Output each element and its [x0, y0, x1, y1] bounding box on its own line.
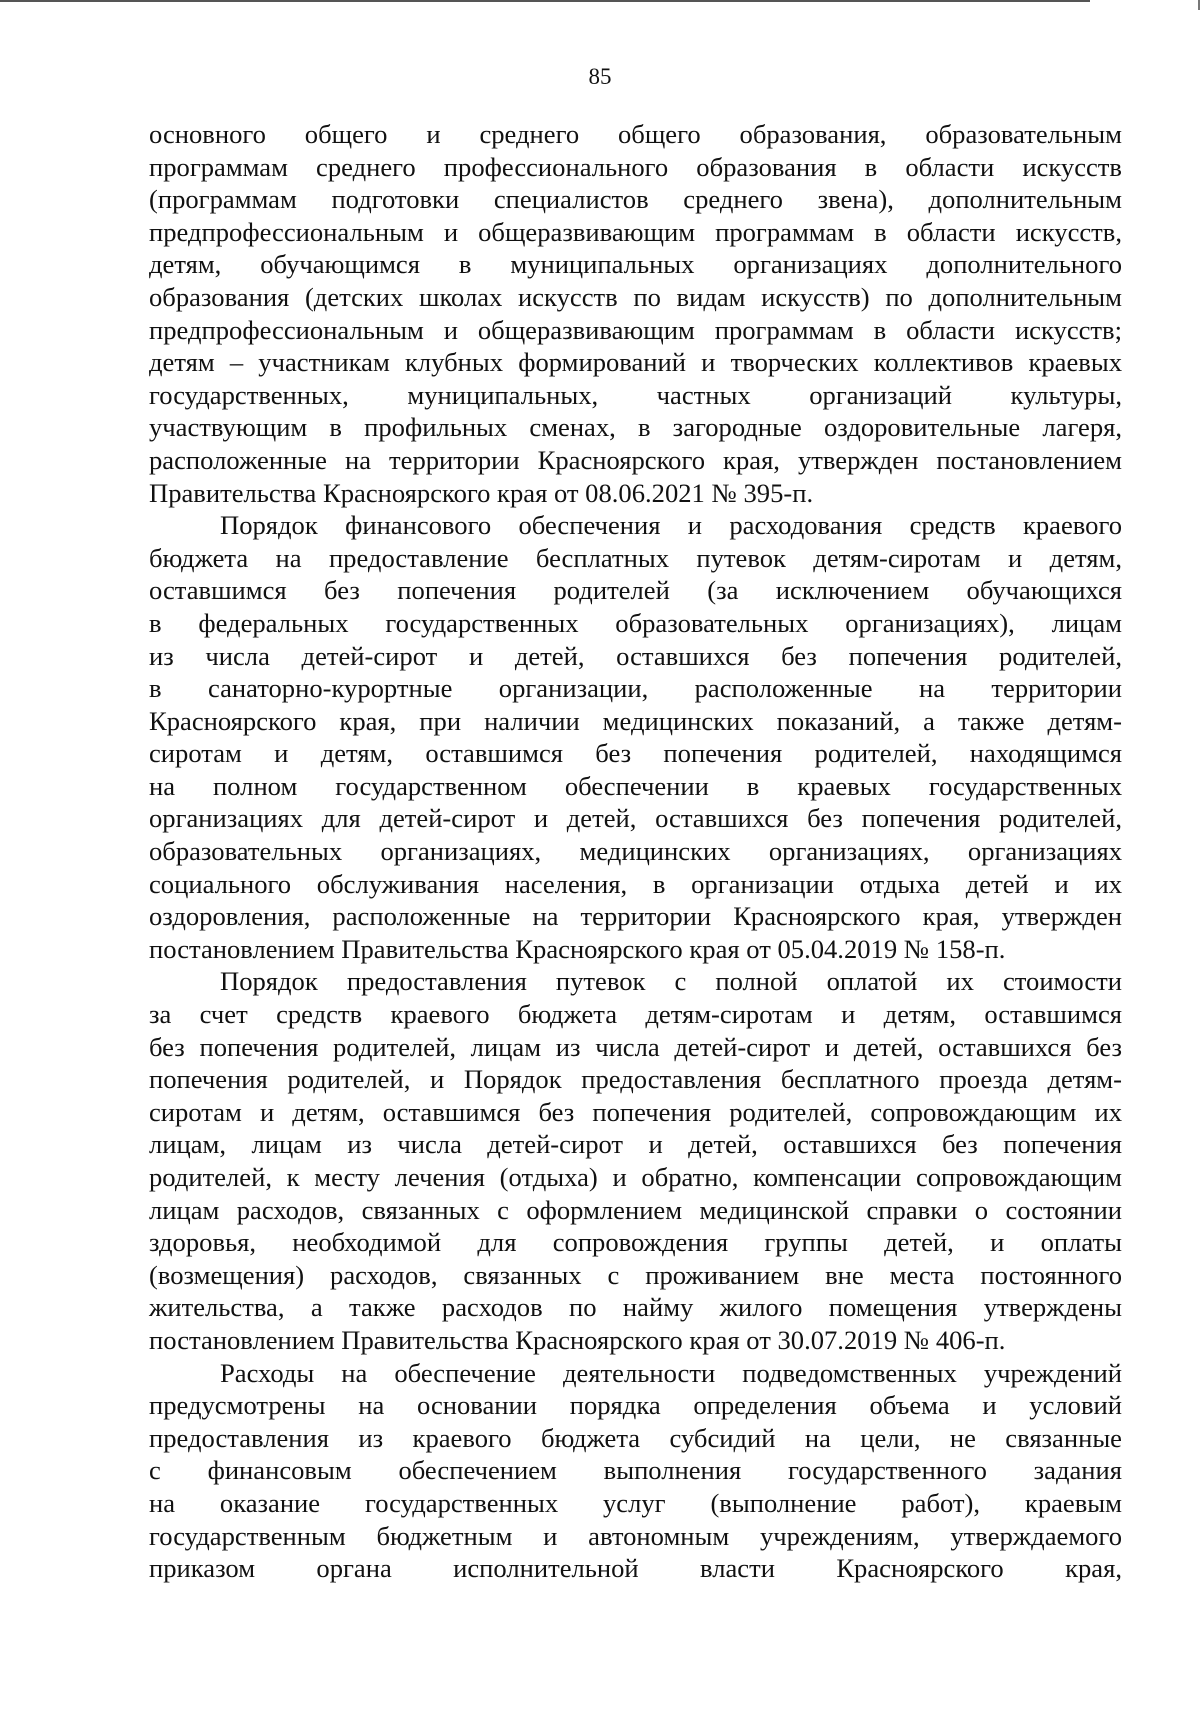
text-line: в санаторно-курортные организации, расположенные на территории: [149, 673, 1122, 704]
text-line: приказом органа исполнительной власти Красноярского края,: [149, 1553, 1122, 1584]
text-line: постановлением Правительства Красноярского края от 05.04.2019 № 158-п.: [149, 933, 1006, 964]
text-line: основного общего и среднего общего образования, образовательным: [149, 119, 1122, 149]
text-line: на оказание государственных услуг (выполнение работ), краевым: [149, 1487, 1122, 1518]
text-line: детям – участникам клубных формирований и творческих коллективов краевых: [149, 347, 1122, 378]
text-line: участвующим в профильных сменах, в загородные оздоровительные лагеря,: [149, 412, 1122, 443]
paragraph: [149, 509, 1122, 965]
text-line: Красноярского края, при наличии медицинских показаний, а также детям-: [149, 705, 1122, 736]
text-line: сиротам и детям, оставшимся без попечения родителей, находящимся: [149, 738, 1122, 769]
text-line: организациях для детей-сирот и детей, оставшихся без попечения родителей,: [149, 803, 1122, 834]
page-number: 85: [588, 64, 612, 89]
text-line: программам среднего профессионального образования в области искусств: [149, 151, 1122, 182]
text-line: предусмотрены на основании порядка определения объема и условий: [149, 1390, 1122, 1421]
text-line: государственным бюджетным и автономным учреждениям, утверждаемого: [149, 1520, 1122, 1551]
text-line: попечения родителей, и Порядок предоставления бесплатного проезда детям-: [149, 1064, 1122, 1095]
text-line: предпрофессиональным и общеразвивающим программам в области искусств,: [149, 216, 1122, 247]
text-line: социального обслуживания населения, в организации отдыха детей и их: [149, 868, 1122, 899]
text-line: (программам подготовки специалистов среднего звена), дополнительным: [149, 184, 1122, 215]
text-line: предпрофессиональным и общеразвивающим программам в области искусств;: [149, 314, 1122, 345]
text-line: из числа детей-сирот и детей, оставшихся без попечения родителей,: [149, 640, 1122, 671]
text-line: государственных, муниципальных, частных организаций культуры,: [149, 379, 1122, 410]
text-line: за счет средств краевого бюджета детям-сиротам и детям, оставшимся: [149, 999, 1122, 1030]
text-line: лицам расходов, связанных с оформлением медицинской справки о состоянии: [149, 1194, 1122, 1225]
text-line: образовательных организациях, медицинских организациях, организациях: [149, 836, 1122, 867]
text-line: постановлением Правительства Красноярского края от 30.07.2019 № 406-п.: [149, 1324, 1006, 1355]
document-body: [149, 118, 1122, 1585]
text-line: на полном государственном обеспечении в краевых государственных: [149, 770, 1122, 801]
text-line: предоставления из краевого бюджета субсидий на цели, не связанные: [149, 1422, 1122, 1453]
text-line: в федеральных государственных образовательных организациях), лицам: [149, 607, 1122, 638]
text-line: бюджета на предоставление бесплатных путевок детям-сиротам и детям,: [149, 542, 1122, 573]
text-line: Порядок предоставления путевок с полной оплатой их стоимости: [220, 966, 1122, 997]
scan-edge-top: [0, 0, 1090, 2]
text-line: Расходы на обеспечение деятельности подведомственных учреждений: [220, 1357, 1122, 1388]
paragraph: [149, 965, 1122, 1356]
text-line: (возмещения) расходов, связанных с проживанием вне места постоянного: [149, 1259, 1122, 1290]
text-line: без попечения родителей, лицам из числа детей-сирот и детей, оставшихся без: [149, 1031, 1122, 1062]
text-line: образования (детских школах искусств по видам искусств) по дополнительным: [149, 281, 1122, 312]
text-line: лицам, лицам из числа детей-сирот и детей, оставшихся без попечения: [149, 1129, 1122, 1160]
paragraph: [149, 1357, 1122, 1585]
text-line: Правительства Красноярского края от 08.06.2021 № 395-п.: [149, 477, 814, 508]
text-line: сиротам и детям, оставшимся без попечения родителей, сопровождающим их: [149, 1096, 1122, 1127]
text-line: расположенные на территории Красноярского края, утвержден постановлением: [149, 444, 1122, 475]
text-line: с финансовым обеспечением выполнения государственного задания: [149, 1455, 1122, 1486]
paragraph: [149, 118, 1122, 509]
text-line: оздоровления, расположенные на территории Красноярского края, утвержден: [149, 901, 1122, 932]
text-line: оставшимся без попечения родителей (за исключением обучающихся: [149, 575, 1122, 606]
text-line: родителей, к месту лечения (отдыха) и обратно, компенсации сопровождающим: [149, 1162, 1122, 1192]
text-line: детям, обучающимся в муниципальных организациях дополнительного: [149, 249, 1122, 280]
text-line: жительства, а также расходов по найму жилого помещения утверждены: [149, 1292, 1122, 1323]
text-line: Порядок финансового обеспечения и расходования средств краевого: [220, 510, 1122, 541]
text-line: здоровья, необходимой для сопровождения группы детей, и оплаты: [149, 1227, 1122, 1258]
